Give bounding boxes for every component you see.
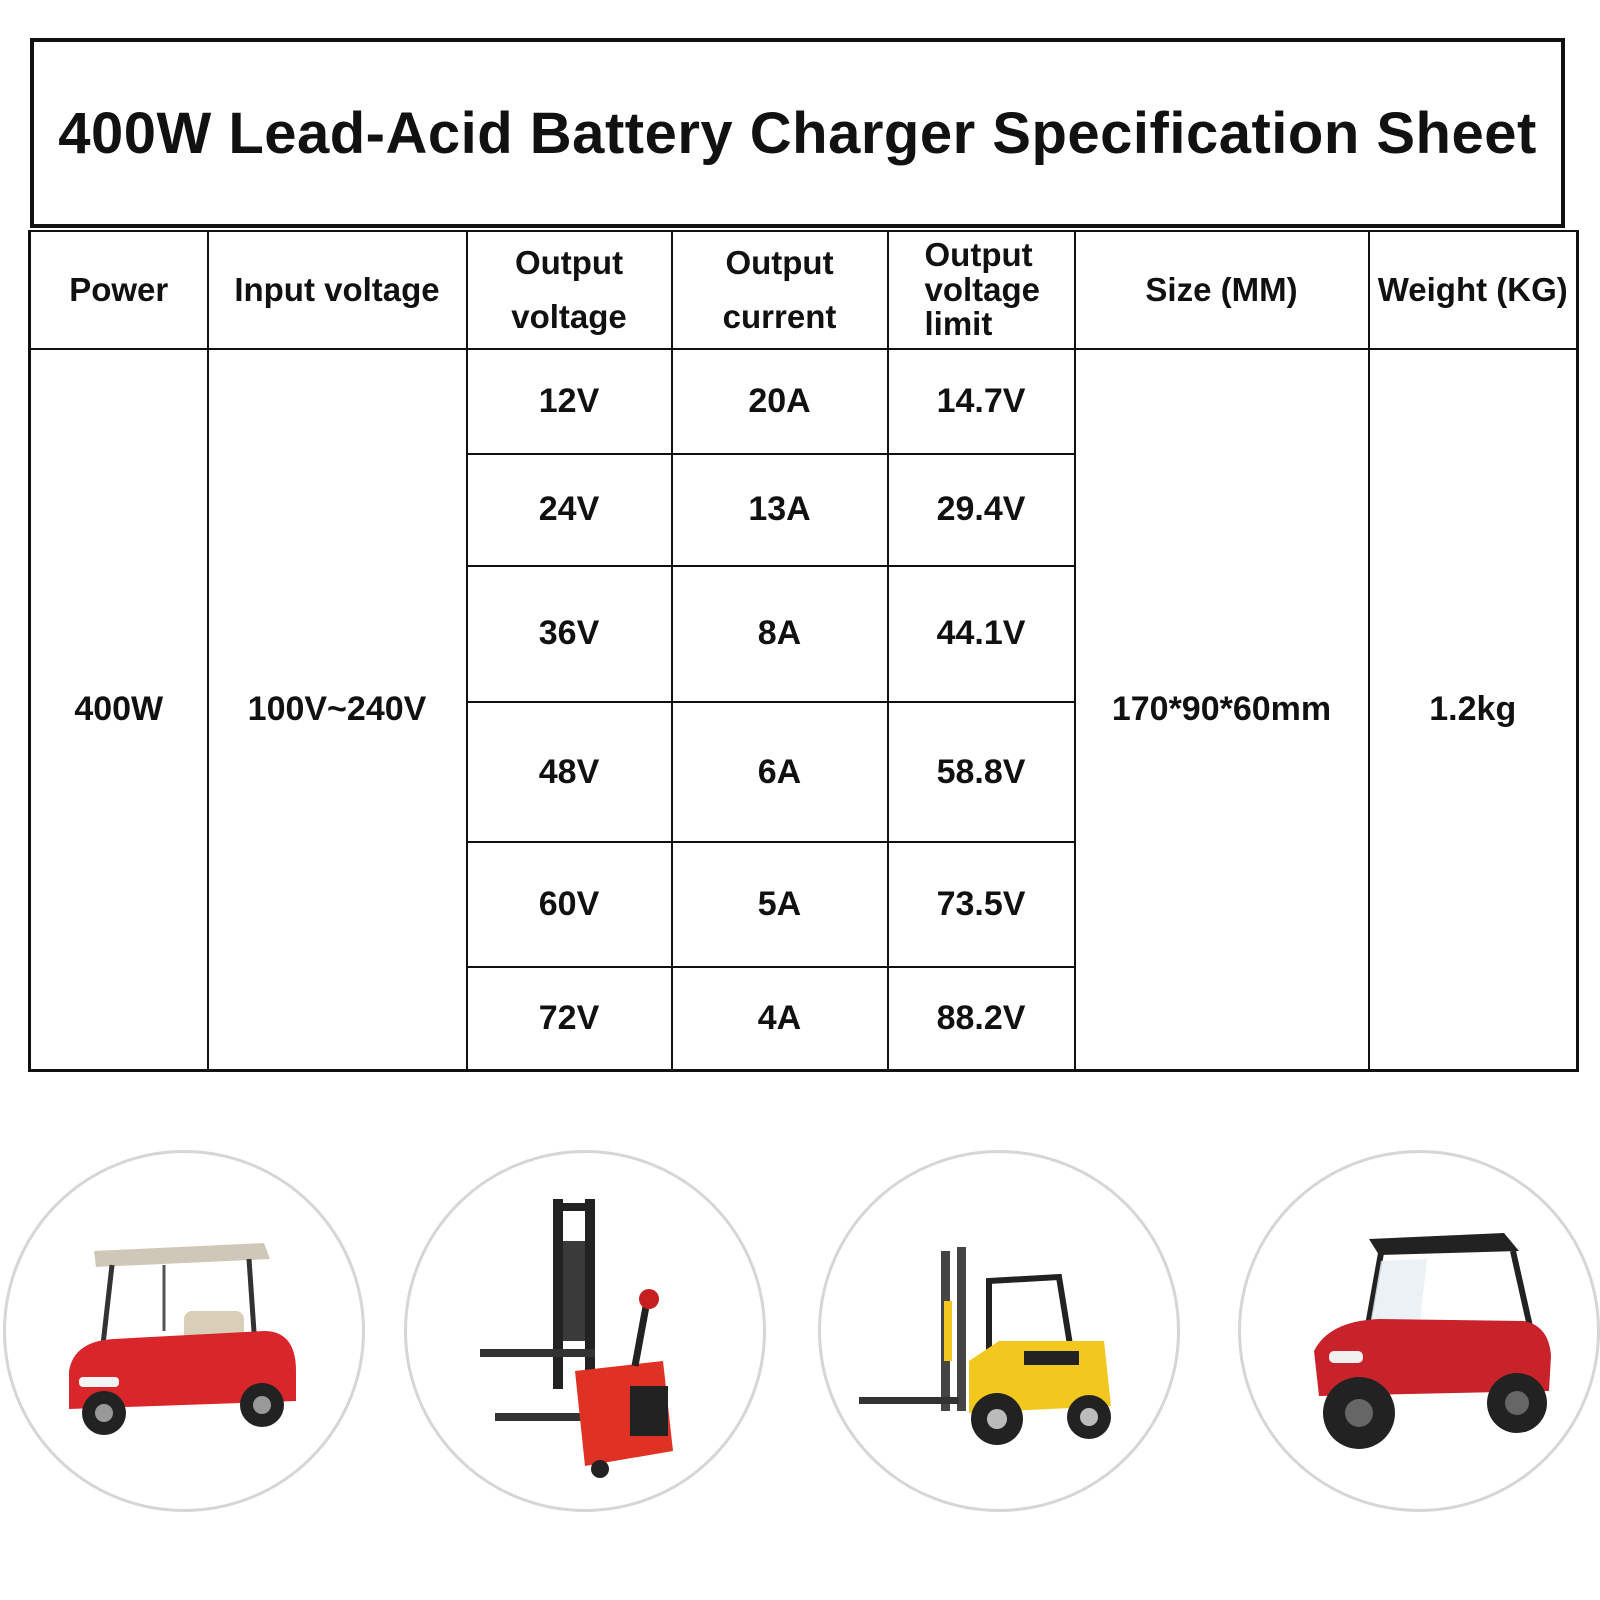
header-row <box>30 231 1578 349</box>
utv-image <box>1238 1150 1600 1512</box>
header-output-voltage: Output voltage <box>467 231 672 349</box>
header-input-voltage: Input voltage <box>208 231 467 349</box>
utv-icon <box>1269 1181 1569 1481</box>
page-title: 400W Lead-Acid Battery Charger Specification Sheet <box>58 100 1537 166</box>
voltage-limit-cell: 58.8V <box>888 702 1075 843</box>
applications-row <box>0 1150 1600 1530</box>
output-current-cell: 20A <box>672 349 888 454</box>
output-current-cell: 13A <box>672 454 888 567</box>
table-row <box>30 349 1578 454</box>
header-weight: Weight (KG) <box>1369 231 1578 349</box>
weight-value: 1.2kg <box>1369 349 1578 1071</box>
voltage-limit-cell: 29.4V <box>888 454 1075 567</box>
voltage-limit-cell: 14.7V <box>888 349 1075 454</box>
header-output-voltage-limit: Output voltage limit <box>888 231 1075 349</box>
output-voltage-cell: 72V <box>467 967 672 1071</box>
forklift-image <box>818 1150 1180 1512</box>
golf-cart-icon <box>34 1181 334 1481</box>
title-box <box>30 38 1565 228</box>
golf-cart-image <box>3 1150 365 1512</box>
input-voltage-value: 100V~240V <box>208 349 467 1071</box>
output-current-cell: 8A <box>672 566 888 702</box>
header-output-current: Output current <box>672 231 888 349</box>
output-voltage-cell: 60V <box>467 842 672 967</box>
voltage-limit-cell: 73.5V <box>888 842 1075 967</box>
spec-table <box>28 230 1579 1072</box>
output-voltage-cell: 12V <box>467 349 672 454</box>
output-current-cell: 6A <box>672 702 888 843</box>
pallet-stacker-icon <box>435 1181 735 1481</box>
output-current-cell: 4A <box>672 967 888 1071</box>
output-voltage-cell: 24V <box>467 454 672 567</box>
power-value: 400W <box>30 349 208 1071</box>
pallet-stacker-image <box>404 1150 766 1512</box>
forklift-icon <box>849 1181 1149 1481</box>
output-current-cell: 5A <box>672 842 888 967</box>
output-voltage-cell: 36V <box>467 566 672 702</box>
voltage-limit-cell: 88.2V <box>888 967 1075 1071</box>
header-size: Size (MM) <box>1075 231 1369 349</box>
voltage-limit-cell: 44.1V <box>888 566 1075 702</box>
header-power: Power <box>30 231 208 349</box>
size-value: 170*90*60mm <box>1075 349 1369 1071</box>
output-voltage-cell: 48V <box>467 702 672 843</box>
